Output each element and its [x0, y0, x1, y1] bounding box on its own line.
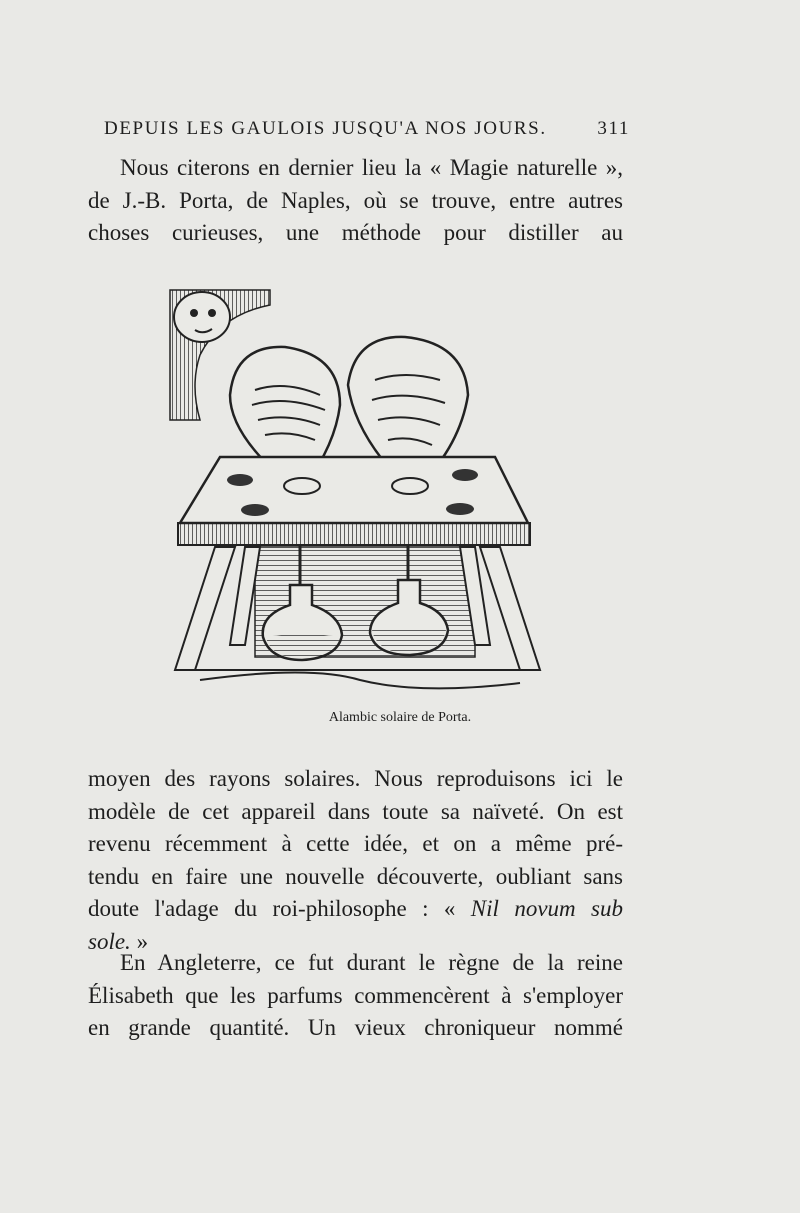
- text-line: revenu récemment à cette idée, et on a même pré-: [88, 831, 623, 856]
- text-line: moyen des rayons solaires. Nous reproduisons ici le: [88, 766, 623, 791]
- solar-alembic-engraving: [160, 285, 550, 705]
- text-line: [88, 893, 623, 926]
- running-header: [104, 118, 630, 140]
- figure-caption: Alambic solaire de Porta.: [328, 710, 472, 725]
- text-line: de J.-B. Porta, de Naples, où se trouve, entre autres: [88, 187, 623, 213]
- paragraph-1: [88, 152, 623, 250]
- woodcut-illustration: [160, 285, 550, 705]
- text-line: Nous citerons en dernier lieu la « Magie naturelle »,: [120, 155, 623, 180]
- line5-text: doute l'adage du roi-philosophe : «: [88, 896, 471, 921]
- text-line: modèle de cet appareil dans toute sa naïveté. On est: [88, 798, 623, 824]
- text-line: tendu en faire une nouvelle découverte, oubliant sans: [88, 863, 623, 889]
- closing-guillemet: »: [130, 928, 149, 954]
- running-title: DEPUIS LES GAULOIS JUSQU'A NOS JOURS.: [104, 118, 547, 139]
- ground-line: [200, 673, 520, 689]
- page-number: 311: [597, 118, 630, 139]
- text-line: choses curieuses, une méthode pour distiller au: [88, 220, 623, 245]
- paragraph-2: [88, 763, 623, 958]
- paragraph-3: [88, 947, 623, 1045]
- text-line: Élisabeth que les parfums commencèrent à s'employer: [88, 982, 623, 1008]
- text-line: en grande quantité. Un vieux chroniqueur nommé: [88, 1015, 623, 1040]
- text-line: En Angleterre, ce fut durant le règne de la reine: [120, 950, 623, 975]
- latin-quote-part1: Nil novum sub: [470, 896, 623, 921]
- latin-quote-part2: sole.: [88, 928, 131, 954]
- table: [175, 457, 540, 670]
